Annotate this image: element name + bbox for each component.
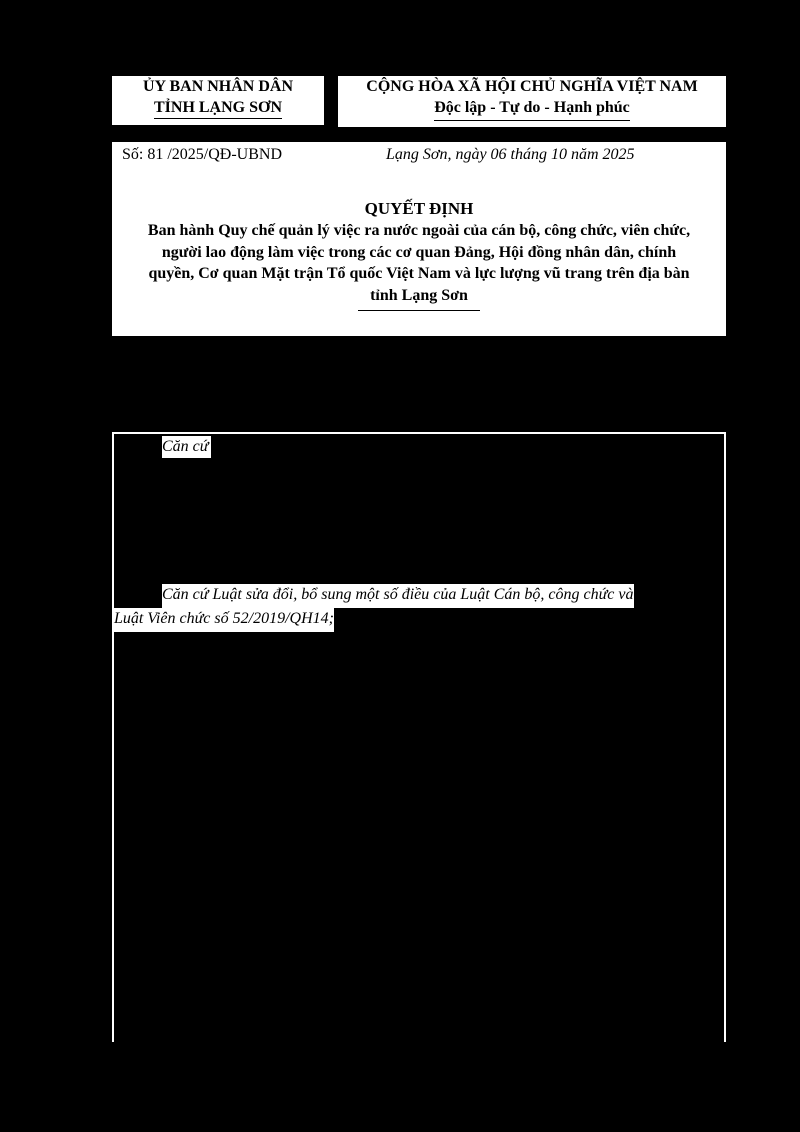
place-and-date: Lạng Sơn, ngày 06 tháng 10 năm 2025 — [386, 146, 635, 163]
page-edge-right — [724, 432, 726, 1042]
nation-name: CỘNG HÒA XÃ HỘI CHỦ NGHĨA VIỆT NAM — [366, 78, 698, 95]
decision-title: QUYẾT ĐỊNH — [364, 199, 474, 218]
agency-line-2: TỈNH LẠNG SƠN — [154, 97, 282, 119]
decision-subject: Ban hành Quy chế quản lý việc ra nước ngoài của cán bộ, công chức, viên chức, người lao động làm việc trong các cơ quan Đảng, Hội đồng nhân dân, chính quyền, Cơ quan Mặt trận Tổ quốc Việt Nam và lực lượng vũ trang trên địa bàn tỉnh Lạng Sơn — [147, 222, 691, 304]
reference-line — [112, 142, 726, 168]
decision-block — [112, 168, 726, 336]
basis-paragraph-1: Căn cứ — [162, 436, 211, 458]
national-heading — [338, 76, 726, 127]
page-edge-left — [112, 432, 114, 1042]
agency-line-1: ỦY BAN NHÂN DÂN — [142, 78, 294, 95]
issuing-agency — [112, 76, 324, 125]
page-edge-top — [112, 432, 726, 434]
title-divider — [358, 310, 480, 311]
basis-paragraph-2-line-2: Luật Viên chức số 52/2019/QH14; — [114, 608, 334, 632]
basis-paragraph-2-line-1: Căn cứ Luật sửa đổi, bổ sung một số điều của Luật Cán bộ, công chức và — [162, 584, 634, 608]
national-motto: Độc lập - Tự do - Hạnh phúc — [434, 97, 630, 121]
document-number: Số: 81 /2025/QĐ-UBND — [122, 146, 283, 163]
